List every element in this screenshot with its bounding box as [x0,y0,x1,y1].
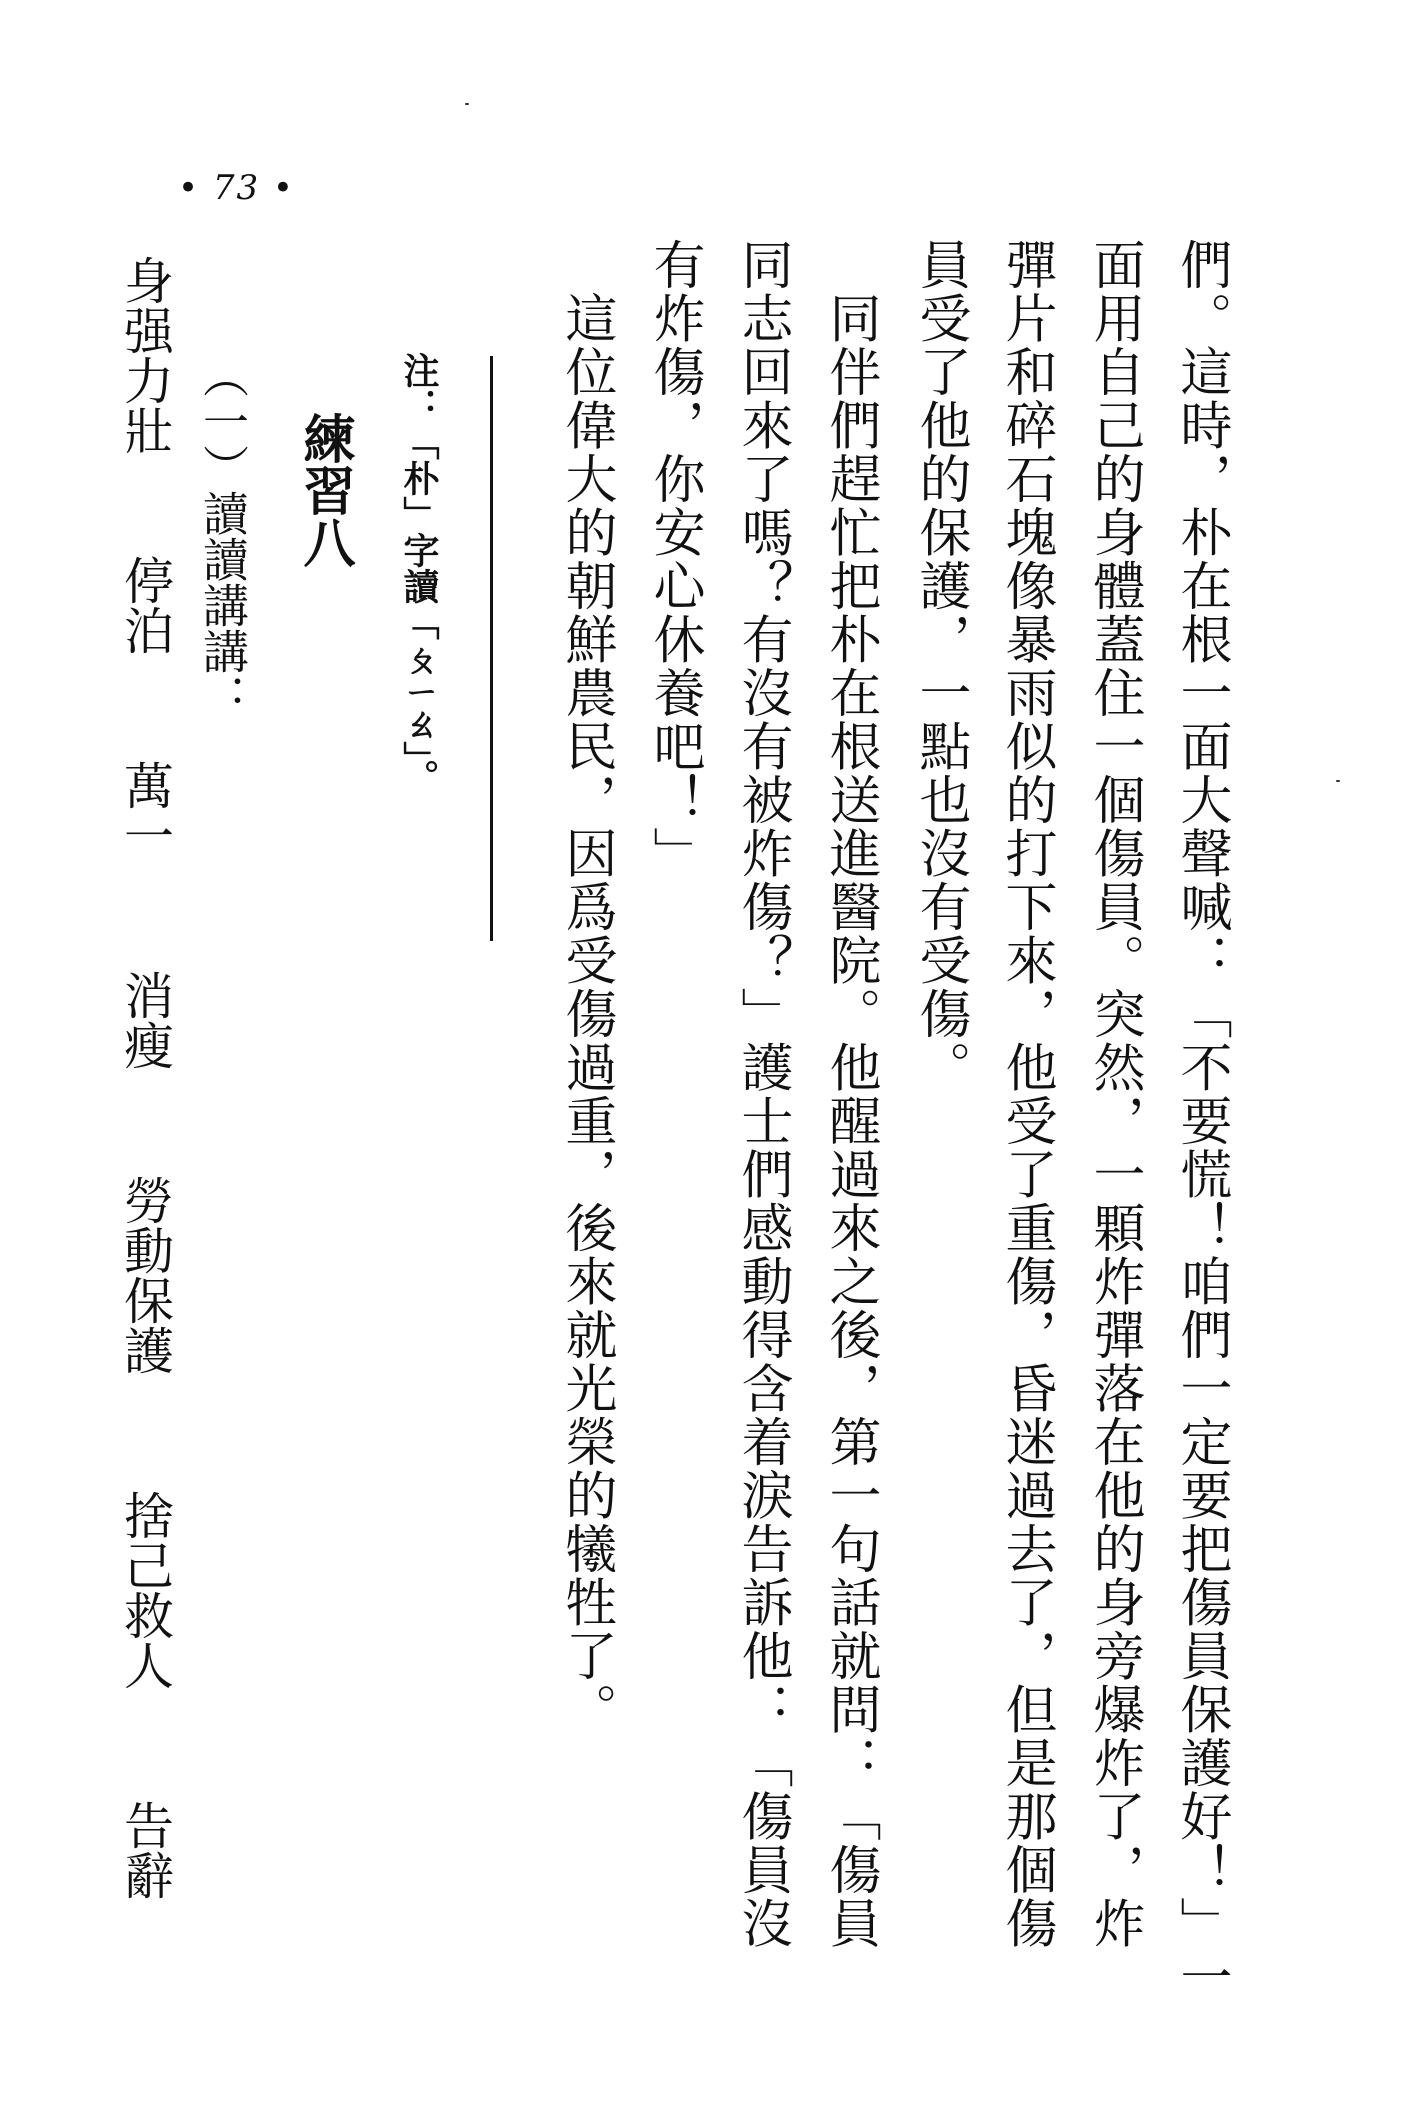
text-line: 有炸傷，你安心休養吧！」 [644,238,704,880]
text-line: 員受了他的保護，一點也沒有受傷。 [910,238,970,1094]
vocab-item: 停泊 [116,555,174,655]
text-line: 這位偉大的朝鮮農民，因爲受傷過重，後來就光榮的犧牲了。 [556,238,616,1736]
text-line: 同志回來了嗎？有沒有被炸傷？」護士們感動得含着淚告訴他：「傷員沒 [732,238,792,1950]
scan-speck [1336,780,1340,782]
page-number: • 73 • [178,168,295,208]
vocab-item: 消瘦 [116,970,174,1070]
exercise-heading: 練習八 [294,412,354,568]
pronunciation-note: 注：「朴」字讀「ㄆㄧㄠ」。 [398,352,439,795]
text-line: 彈片和碎石塊像暴雨似的打下來，他受了重傷，昏迷過去了，但是那個傷 [996,238,1056,1950]
vocab-item: 告辭 [116,1800,174,1900]
text-line: 面用自己的身體蓋住一個傷員。突然，一顆炸彈落在他的身旁爆炸了，炸 [1084,238,1144,1950]
vocab-item: 萬一 [116,760,174,860]
text-line: 同伴們趕忙把朴在根送進醫院。他醒過來之後，第一句話就問：「傷員 [820,238,880,1950]
section-divider [490,356,493,941]
vocab-item: 勞動保護 [116,1175,174,1375]
scan-speck [465,103,469,105]
vocab-item: 身强力壯 [116,255,174,455]
vocab-item: 捨己救人 [116,1490,174,1690]
exercise-instruction: （一）讀讀講講： [196,352,250,720]
text-line: 們。這時，朴在根一面大聲喊：「不要慌！咱們一定要把傷員保護好！」一 [1171,238,1231,2004]
